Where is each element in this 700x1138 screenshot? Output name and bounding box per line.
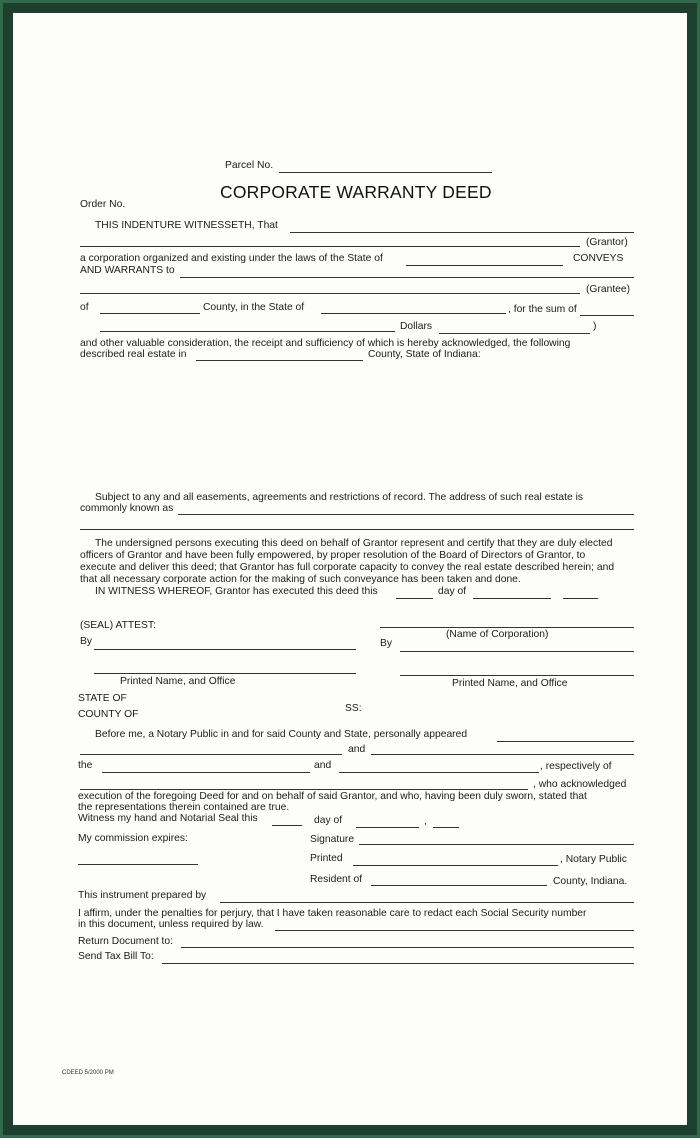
consideration-line-2: described real estate in <box>80 349 187 360</box>
state-field[interactable] <box>406 265 563 266</box>
sum-field[interactable] <box>580 315 634 316</box>
consideration-line-1: and other valuable consideration, the receipt and sufficiency of which is hereby acknowledged, the following <box>80 338 571 349</box>
notary-day-field[interactable] <box>272 825 302 826</box>
corp-line-text: a corporation organized and existing under the laws of the State of <box>80 253 383 264</box>
officer-title-field-1[interactable] <box>102 772 310 773</box>
address-field-2[interactable] <box>80 529 634 530</box>
before-me-text: Before me, a Notary Public in and for said County and State, personally appeared <box>95 729 468 740</box>
representations-line-4: that all necessary corporate action for the making of such conveyance has been taken and done. <box>80 574 521 585</box>
deed-title: CORPORATE WARRANTY DEED <box>220 182 492 202</box>
officer-title-field-2[interactable] <box>339 772 539 773</box>
appeared-name-field[interactable] <box>497 741 634 742</box>
attest-signature-field[interactable] <box>94 649 356 650</box>
grantee-label: (Grantee) <box>586 284 631 295</box>
signature-label: Signature <box>310 834 355 845</box>
by-right-label: By <box>380 638 393 649</box>
attest-printed-name-field[interactable] <box>94 673 356 674</box>
prepared-by-field[interactable] <box>220 902 634 903</box>
day-of-text: day of <box>438 586 467 597</box>
ss-label: SS: <box>345 703 362 714</box>
printed-name-left-label: Printed Name, and Office <box>120 676 236 687</box>
dollars-amount-field[interactable] <box>439 333 590 334</box>
and-text-1: and <box>348 744 366 755</box>
commission-expires-label: My commission expires: <box>78 833 188 844</box>
return-document-field[interactable] <box>181 947 634 948</box>
notary-comma: , <box>424 816 427 827</box>
of-text: of <box>80 302 89 313</box>
grantee-name-field-2[interactable] <box>80 293 580 294</box>
corporation-name-field[interactable] <box>380 627 634 628</box>
prepared-by-text: This instrument prepared by <box>78 890 207 901</box>
county-state-text: County, in the State of <box>203 302 305 313</box>
commission-date-field[interactable] <box>78 864 198 865</box>
state-of-field[interactable] <box>321 313 506 314</box>
affirm-line-2: in this document, unless required by law. <box>78 919 264 930</box>
dollars-words-field[interactable] <box>100 331 395 332</box>
appeared-name-field-2[interactable] <box>80 754 342 755</box>
execution-day-field[interactable] <box>396 598 433 599</box>
witness-whereof-text: IN WITNESS WHEREOF, Grantor has executed this deed this <box>95 586 378 597</box>
warrants-text: AND WARRANTS to <box>80 265 175 276</box>
grantor-name-field[interactable] <box>290 232 634 233</box>
indenture-text: THIS INDENTURE WITNESSETH, That <box>95 220 278 231</box>
dollars-text: Dollars <box>400 321 433 332</box>
parcel-label: Parcel No. <box>225 160 274 171</box>
grantee-name-field[interactable] <box>180 277 634 278</box>
resident-county-field[interactable] <box>371 885 547 886</box>
state-of-label: STATE OF <box>78 693 127 704</box>
notary-printed-name-field[interactable] <box>353 865 558 866</box>
affirm-line-1: I affirm, under the penalties for perjury, that I have taken reasonable care to redact each Social Security number <box>78 908 587 919</box>
subject-line-2: commonly known as <box>80 503 174 514</box>
county-indiana-notary-text: County, Indiana. <box>553 876 628 887</box>
notary-public-text: , Notary Public <box>560 854 627 865</box>
printed-name-right-label: Printed Name, and Office <box>452 678 568 689</box>
corporate-signature-field[interactable] <box>400 651 634 652</box>
printed-label: Printed <box>310 853 343 864</box>
deed-document <box>13 13 687 1125</box>
subject-line-1: Subject to any and all easements, agreements and restrictions of record. The address of such real estate is <box>95 492 584 503</box>
address-field[interactable] <box>178 514 634 515</box>
by-left-label: By <box>80 636 93 647</box>
notary-signature-field[interactable] <box>359 844 634 845</box>
execution-month-field[interactable] <box>473 598 551 599</box>
respectively-text: , respectively of <box>540 761 612 772</box>
and-text-2: and <box>314 760 332 771</box>
order-label: Order No. <box>80 199 126 210</box>
county-field[interactable] <box>100 313 200 314</box>
dollars-close-text: ) <box>593 321 597 332</box>
notary-year-field[interactable] <box>433 827 459 828</box>
seal-attest-label: (SEAL) ATTEST: <box>80 620 156 631</box>
name-of-corporation-label: (Name of Corporation) <box>446 629 549 640</box>
sum-of-text: , for the sum of <box>508 304 577 315</box>
return-document-label: Return Document to: <box>78 936 174 947</box>
witness-seal-text: Witness my hand and Notarial Seal this <box>78 813 258 824</box>
resident-of-label: Resident of <box>310 874 363 885</box>
corporate-printed-name-field[interactable] <box>400 675 634 676</box>
notary-month-field[interactable] <box>356 827 419 828</box>
grantor-name-field-2[interactable] <box>80 246 580 247</box>
county-indiana-text: County, State of Indiana: <box>368 349 481 360</box>
corporation-field[interactable] <box>80 789 528 790</box>
grantor-label: (Grantor) <box>586 237 628 248</box>
notary-day-of-text: day of <box>314 815 343 826</box>
who-acknowledged-text: , who acknowledged <box>533 779 627 790</box>
appeared-name-field-3[interactable] <box>371 754 634 755</box>
send-tax-bill-field[interactable] <box>162 963 634 964</box>
representations-line-2: officers of Grantor and have been fully empowered, by proper resolution of the Board of Directors of Grantor, to <box>80 550 586 561</box>
send-tax-bill-label: Send Tax Bill To: <box>78 951 154 962</box>
real-estate-county-field[interactable] <box>196 360 363 361</box>
form-code: CDEED 5/2000 PM <box>62 1070 114 1076</box>
execution-line-1: execution of the foregoing Deed for and on behalf of said Grantor, and who, having been duly sworn, stated that <box>78 791 587 802</box>
execution-line-2: the representations therein contained are true. <box>78 802 290 813</box>
conveys-text: CONVEYS <box>573 253 624 264</box>
execution-year-field[interactable] <box>563 598 598 599</box>
county-of-label: COUNTY OF <box>78 709 139 720</box>
representations-line-1: The undersigned persons executing this deed on behalf of Grantor represent and certify that they are duly elected <box>95 538 613 549</box>
affirm-name-field[interactable] <box>275 930 634 931</box>
parcel-number-field[interactable] <box>279 172 492 173</box>
the-text: the <box>78 760 93 771</box>
representations-line-3: execute and deliver this deed; that Grantor has full corporate capacity to convey the real estate described herein; and <box>80 562 615 573</box>
